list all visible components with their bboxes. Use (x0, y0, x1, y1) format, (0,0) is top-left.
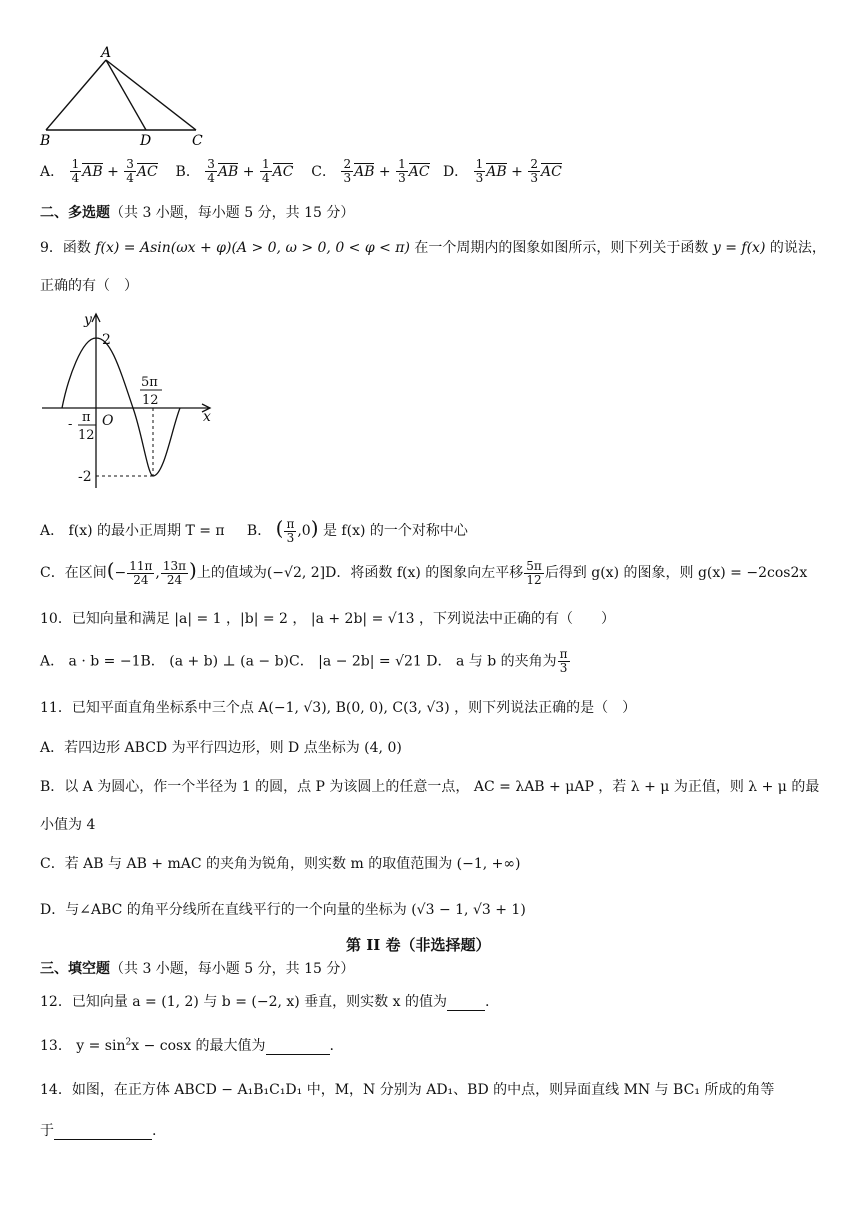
q11-option-b[interactable]: B．以 A 为圆心，作一个半径为 1 的圆，点 P 为该圆上的任意一点， AC = λAB + μAP ，若 λ + μ 为正值，则 λ + μ 的最 (40, 779, 820, 795)
q9-y-eq: y = f(x) (712, 240, 766, 256)
coef-fraction: $\frac{1}{3}$ (398, 157, 406, 185)
vector-ac: AC (272, 163, 294, 180)
vector-ab: AB (82, 163, 103, 180)
left-zero-num: π (82, 410, 91, 425)
section-heading-multi-choice (40, 202, 354, 222)
q10-stem: 10．已知向量和满足 |a| = 1 ，|b| = 2 ， |a + 2b| = √13 ，下列说法中正确的有（ ） (40, 611, 615, 627)
coef-fraction: $\frac{1}{4}$ (71, 157, 80, 185)
coef-fraction: $\frac{2}{3}$ (530, 157, 538, 185)
vector-ab: AB (217, 163, 239, 180)
max-label: 2 (102, 332, 111, 348)
sine-graph (38, 308, 218, 492)
q14-line2: 于 . (40, 1123, 157, 1139)
q8-options (40, 158, 562, 185)
option-letter: A． (40, 163, 65, 180)
q9-formula: f(x) = Asin(ωx + φ)(A > 0, ω > 0, 0 < φ < π) (95, 240, 410, 256)
option-letter: D． (442, 163, 469, 180)
q9-stem-line2: 正确的有（ ） (40, 278, 138, 294)
coef-fraction: $\frac{3}{4}$ (207, 157, 215, 185)
q9-option-cd-row (40, 558, 807, 587)
section-title: 三、填空题 (40, 961, 110, 977)
q10-options[interactable]: A． a · b = −1B． (a + b) ⊥ (a − b)C． |a − 2b| = √21 D． a 与 b 的夹角为 $\frac{\pi}{3}$ (40, 647, 568, 675)
vector-ac: AC (540, 163, 562, 180)
q9-option-a[interactable]: A． f(x) 的最小正周期 T = π (40, 523, 225, 539)
part-title: 第 II 卷（非选择题） (346, 936, 491, 954)
right-zero-num: 5π (141, 375, 158, 390)
q8-option-b[interactable]: B． $\frac{3}{4}$ AB + $\frac{1}{4}$ AC (175, 157, 294, 185)
vector-ab: AB (354, 163, 375, 180)
right-zero-den: 12 (142, 393, 159, 408)
triangle-figure (38, 46, 213, 150)
q9-stem: 9．函数 f(x) = Asin(ωx + φ)(A > 0, ω > 0, 0 < φ < π) 在一个周期内的图象如图所示，则下列关于函数 y = f(x) 的说法， (40, 240, 826, 256)
answer-blank[interactable] (266, 1038, 330, 1055)
vertex-d-label: D (140, 133, 152, 149)
q12: 12．已知向量 a = (1, 2) 与 b = (−2, x) 垂直，则实数 x 的值为 . (40, 994, 490, 1010)
q13: 13． $y = \sin^2x - \cos x$ 的最大值为 . (40, 1037, 334, 1054)
q9-option-b[interactable]: B． ( $\frac{\pi}{3}$ ,0) 是 f(x) 的一个对称中心 (246, 516, 468, 545)
coef-fraction: $\frac{1}{4}$ (261, 157, 270, 185)
q9-option-ab-row (40, 516, 468, 545)
option-letter: B． (175, 163, 200, 180)
coef-fraction: $\frac{1}{3}$ (475, 157, 484, 185)
coef-fraction: $\frac{3}{4}$ (126, 157, 134, 185)
vertex-a-label: A (101, 46, 112, 61)
origin-label: O (102, 413, 114, 429)
y-axis-label: y (84, 312, 92, 328)
answer-blank[interactable] (447, 994, 485, 1011)
vector-ac: AC (136, 163, 158, 180)
q14-line1: 14．如图，在正方体 ABCD − A₁B₁C₁D₁ 中，M，N 分别为 AD₁、BD 的中点，则异面直线 MN 与 BC₁ 所成的角等 (40, 1082, 775, 1098)
answer-blank[interactable] (54, 1123, 152, 1140)
option-letter: C． (311, 163, 336, 180)
q9-option-c[interactable]: C．在区间(− $\frac{11\pi}{24}$ , $\frac{13\pi}{24}$ )上的值域为(−√2, 2] (40, 558, 326, 587)
section-detail: （共 3 小题，每小题 5 分，共 15 分） (110, 961, 355, 977)
q11-option-c[interactable]: C．若 AB 与 AB + mAC 的夹角为锐角，则实数 m 的取值范围为 (−1, +∞) (40, 856, 521, 872)
min-label: -2 (78, 469, 92, 485)
triangle-lines (46, 60, 196, 130)
q8-option-c[interactable]: C． $\frac{2}{3}$ AB + $\frac{1}{3}$ AC (311, 157, 430, 185)
q8-option-a[interactable]: A． $\frac{1}{4}$ AB + $\frac{3}{4}$ AC (40, 157, 158, 185)
x-axis-label: x (203, 409, 211, 425)
vector-ac: AC (408, 163, 430, 180)
q11-option-d[interactable]: D．与∠ABC 的角平分线所在直线平行的一个向量的坐标为 (√3 − 1, √3 + 1) (40, 902, 526, 918)
q8-option-d[interactable]: D． $\frac{1}{3}$ AB + $\frac{2}{3}$ AC (442, 157, 562, 185)
left-zero-sign: - (68, 417, 73, 432)
section-heading-fill-in (40, 958, 354, 978)
q11-option-a[interactable]: A．若四边形 ABCD 为平行四边形，则 D 点坐标为 (4, 0) (40, 740, 402, 756)
coef-fraction: $\frac{2}{3}$ (343, 157, 352, 185)
sine-curve (62, 338, 180, 476)
vertex-b-label: B (40, 133, 51, 149)
q11-option-b-cont: 小值为 4 (40, 817, 96, 833)
section-detail: （共 3 小题，每小题 5 分，共 15 分） (110, 205, 355, 221)
section-title: 二、多选题 (40, 205, 110, 221)
vector-ab: AB (486, 163, 507, 180)
left-zero-den: 12 (78, 428, 95, 443)
vertex-c-label: C (192, 133, 203, 149)
q9-option-d[interactable]: D．将函数 f(x) 的图象向左平移 $\frac{5\pi}{12}$ 后得到 g(x) 的图象，则 g(x) = −2cos2x (325, 558, 808, 587)
q11-stem: 11．已知平面直角坐标系中三个点 A(−1, √3), B(0, 0), C(3, √3) ，则下列说法正确的是（ ） (40, 700, 637, 716)
